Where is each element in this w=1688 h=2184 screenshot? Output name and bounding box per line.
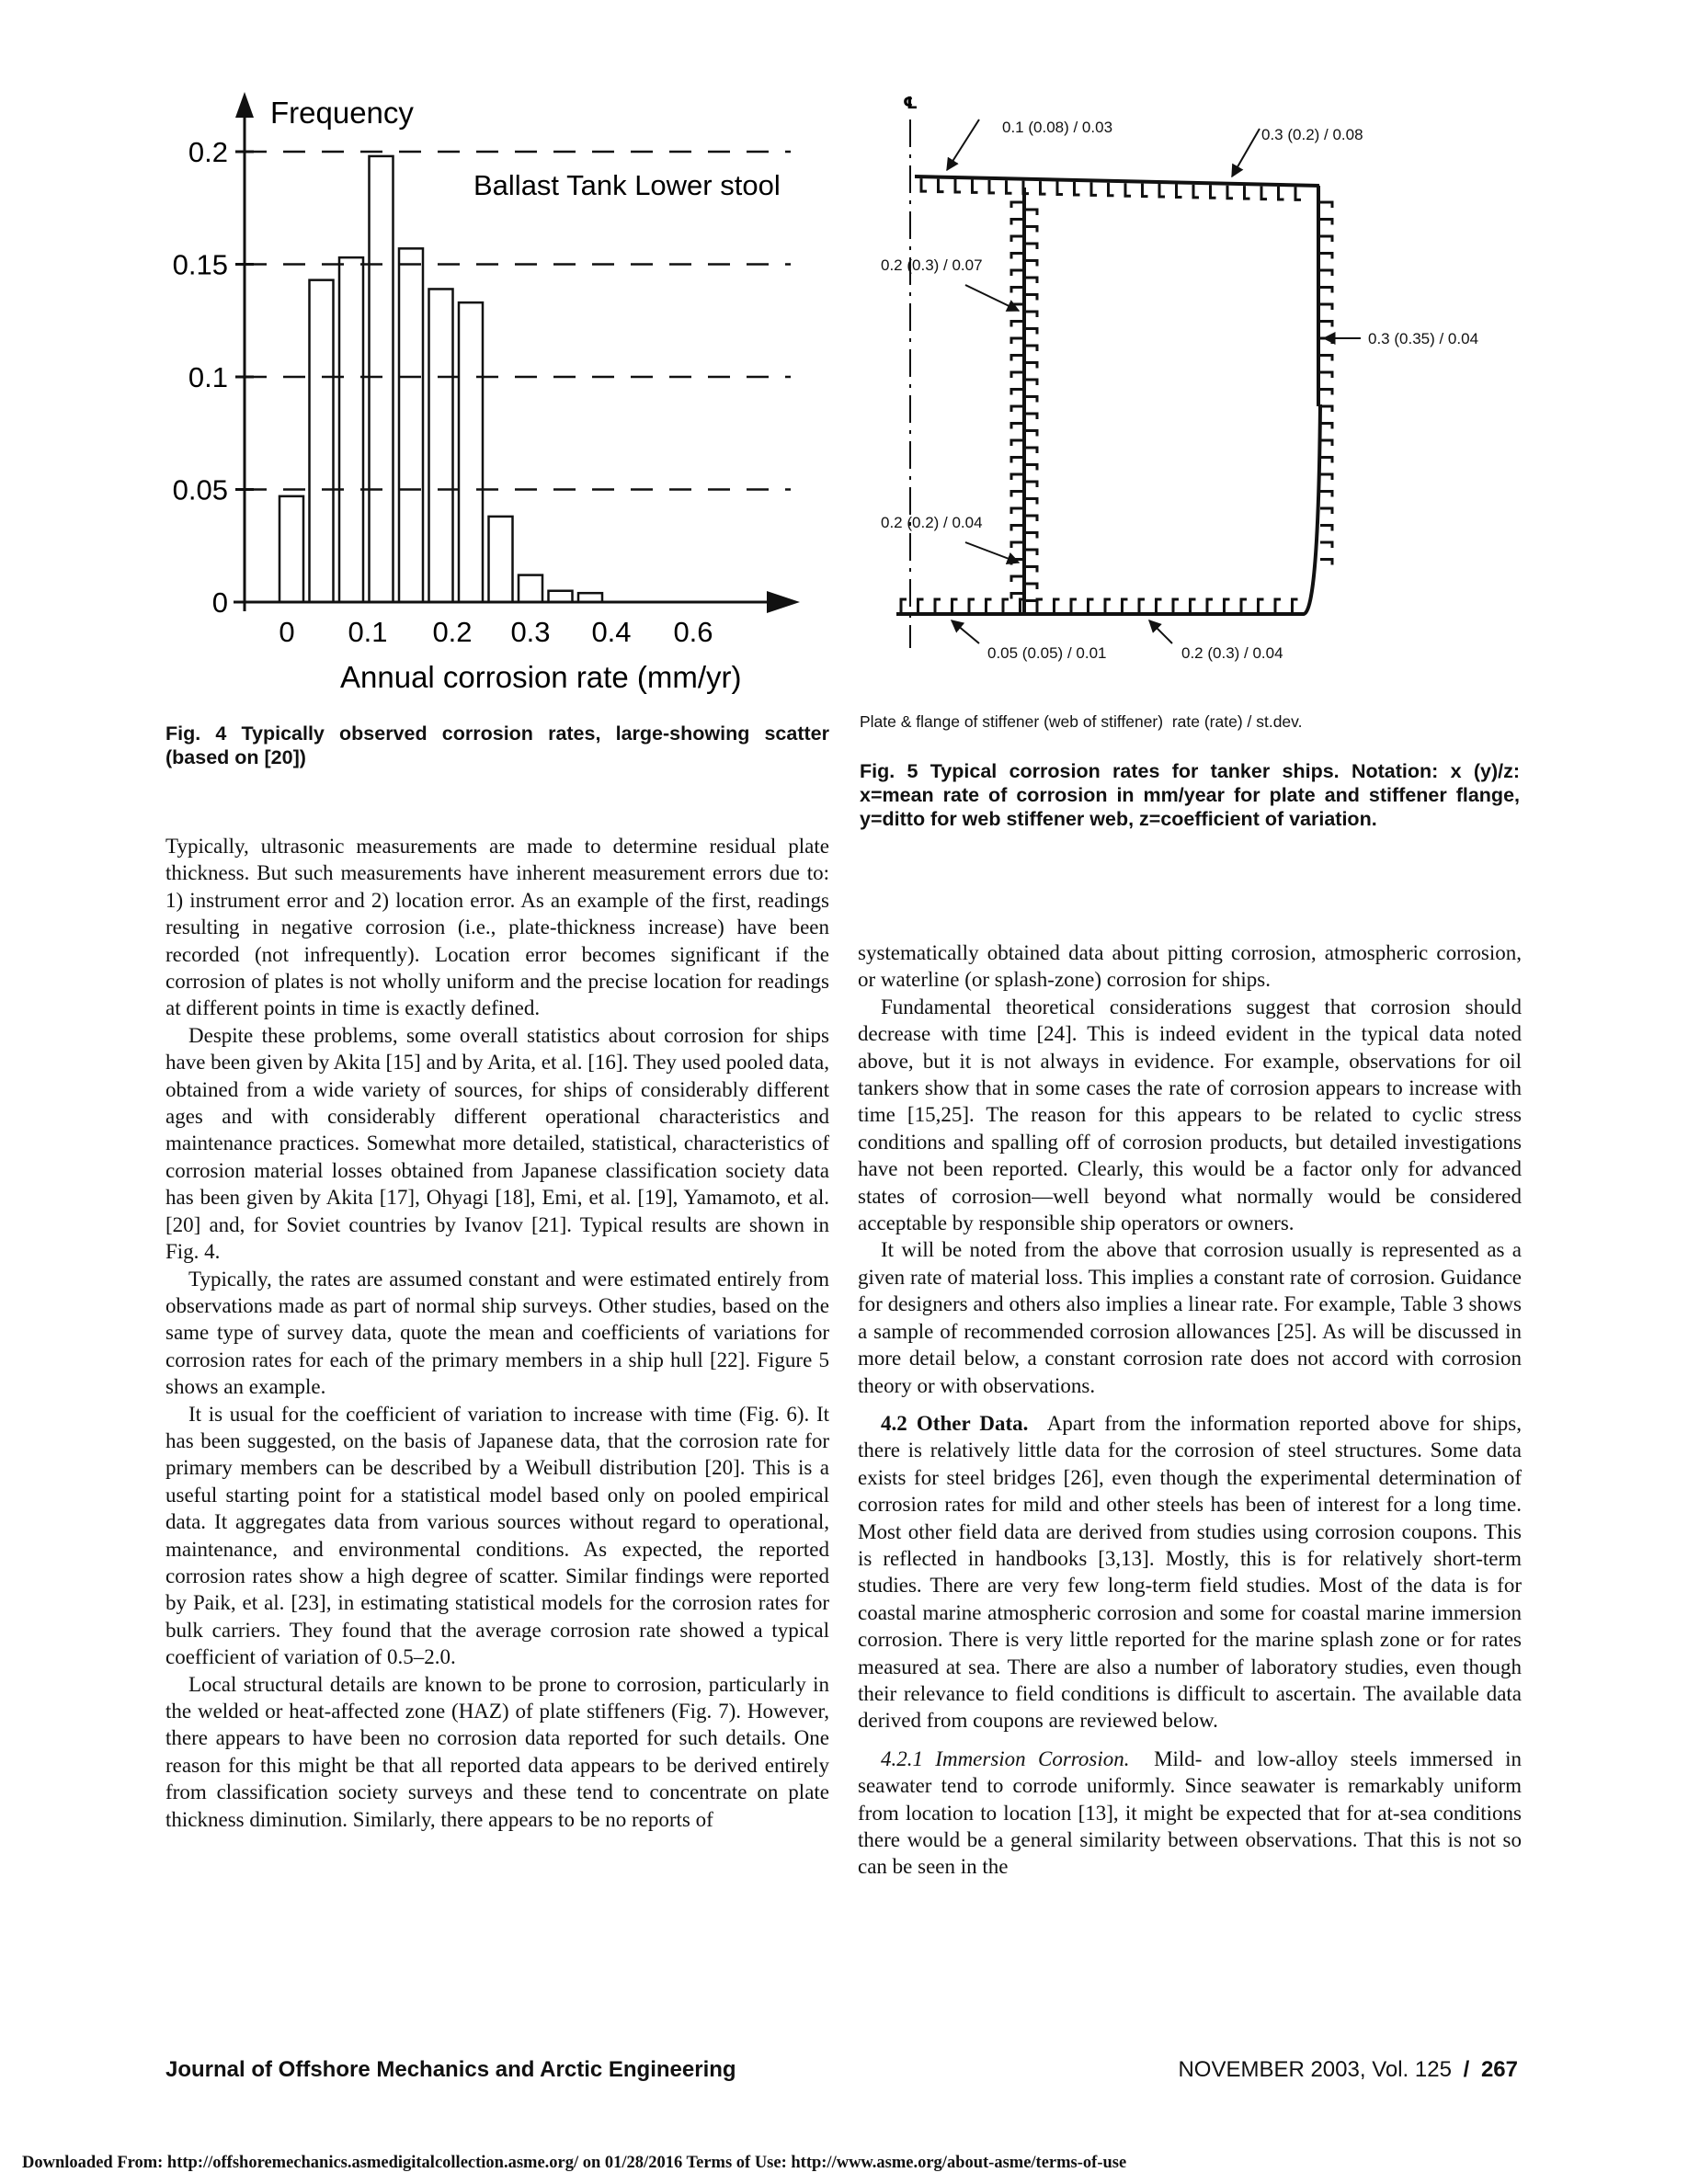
fig4-x-tick-label: 0.2 [432,616,473,648]
fig5-stiffener [1011,474,1022,480]
fig5-stiffener [935,599,941,614]
fig5-stiffener [1026,329,1037,335]
fig5-stiffener [989,180,995,193]
fig5-stiffener [1041,181,1046,194]
fig5-label-right-middle: 0.3 (0.35) / 0.04 [1368,330,1479,347]
right-column [858,939,1522,1881]
journal-name: Journal of Offshore Mechanics and Arctic Engineering [165,2057,736,2082]
fig5-stiffener [1026,244,1037,249]
fig4-bar [339,257,363,602]
fig5-stiffener [1320,526,1332,531]
page-number: 267 [1480,2057,1518,2082]
fig4-x-arrowhead [767,591,800,613]
subsection-heading: 4.2.1 Immersion Corrosion. [881,1746,1130,1770]
fig4-x-tick-label: 0 [279,616,295,648]
fig5-bottom-stiffeners [901,599,1298,614]
fig5-caption: Fig. 5 Typical corrosion rates for tanker ships. Notation: x (y)/z: x=mean rate of corrosion in mm/year for plate and stiffener flange, y=ditto for web stiffener web, z=coefficient of variation. [860,760,1520,830]
fig5-stiffener [1003,599,1009,614]
fig4-y-tick-label: 0.15 [172,248,228,281]
fig4-bar [399,248,423,602]
fig5-stiffener [1157,599,1162,614]
fig5-right-stiffeners [1320,202,1332,565]
section-4-2-1 [858,1746,1522,1881]
fig5-stiffener [1123,599,1128,614]
section-4-2 [858,1410,1522,1735]
fig5-stiffener [1320,270,1332,276]
left-paragraph: Local structural details are known to be prone to corrosion, particularly in the welded or heat-affected zone (HAZ) of plate stiffeners (Fig. 7). However, there appears to have been no corrosion data reported for such details. One reason for this might be that all reported data appears to be derived entirely from classification society surveys and these tend to concentrate on plate thickness diminution. Similarly, there appears to be no reports of [165,1672,829,1831]
fig5-stiffener [1259,599,1264,614]
left-paragraph: Typically, the rates are assumed constant and were estimated entirely from observations made as part of normal ship surveys. Other studies, based on the same type of survey data, quote the mean and coefficients of variations for corrosion rates for each of the primary members in a ship hull [22]. Figure 5 shows an example. [165,1267,829,1399]
fig5-stiffener [1026,397,1037,403]
fig5-stiffener [1057,182,1063,195]
fig5-stiffener [1320,390,1332,395]
fig5-stiffener [1320,372,1332,378]
fig4-bar [549,591,573,602]
fig4-y-tick-label: 0.1 [188,361,228,393]
fig5-stiffener [1159,184,1165,197]
fig5-arrow-bottom-left [952,620,979,643]
fig4-bars [279,156,602,602]
fig5-stiffener [1011,390,1022,395]
fig5-stiffener [1011,508,1022,514]
left-column [165,833,829,1833]
fig5-label-bottom-right: 0.2 (0.3) / 0.04 [1181,644,1283,662]
fig5-stiffener [1320,458,1332,463]
fig5-stiffener [1191,599,1196,614]
fig4-x-tick-labels [279,616,713,648]
fig5-stiffener [955,179,961,192]
fig5-stiffener [1011,236,1022,242]
fig5-label-top-right: 0.3 (0.2) / 0.08 [1261,126,1363,143]
fig5-stiffener [1225,599,1230,614]
fig5-stiffener [1320,288,1332,293]
fig5-label-left-upper: 0.2 (0.3) / 0.07 [881,256,983,274]
fig5-stiffener [1026,533,1037,539]
fig5-stiffener [1320,560,1332,565]
fig5-stiffener [1011,322,1022,327]
fig5-stiffener [1011,406,1022,412]
fig5-stiffener [1320,254,1332,259]
fig4-caption: Fig. 4 Typically observed corrosion rates, large-showing scatter (based on [20]) [165,722,829,768]
fig5-stiffener [1207,599,1213,614]
fig4-bar [519,575,542,602]
fig5-stiffener [1026,516,1037,521]
fig5-stiffener [1026,210,1037,215]
fig5-notation: Plate & flange of stiffener (web of stiffener) rate (rate) / st.dev. [860,712,1303,731]
fig4-y-arrowhead [235,92,254,118]
fig5-stiffener [1011,424,1022,429]
fig5-label-bottom-left: 0.05 (0.05) / 0.01 [987,644,1107,662]
fig5-stiffener [1026,482,1037,487]
left-paragraph: Typically, ultrasonic measurements are made to determine residual plate thickness. But such measurements have inherent measurement errors due to: 1) instrument error and 2) location error. As an example of the first, readings resulting in negative corrosion (i.e., plate-thickness increase) have been recorded (not infrequently). Location error becomes significant if the corrosion of plates is not wholly uniform and the precise location for readings at different points in time is exactly defined. [165,835,829,1020]
fig5-stiffener [1177,184,1182,197]
fig5-stiffener [1026,584,1037,589]
fig5-arrow-bottom-right [1149,620,1172,643]
fig5-stiffener [1261,187,1267,199]
fig5-stiffener [1011,270,1022,276]
fig5-stiffener [1011,576,1022,582]
fig5-stiffener [1026,312,1037,317]
fig5-stiffener [1320,202,1332,208]
fig5-stiffener [1026,448,1037,453]
fig4-bar [429,289,453,602]
fig5-stiffener [1275,599,1281,614]
fig5-stiffener [1011,338,1022,344]
issue-info [1178,2057,1518,2083]
fig5-stiffener [918,599,924,614]
fig5-stiffener [1105,599,1111,614]
fig5-stiffener [921,178,927,191]
fig5-stiffener [1026,601,1037,607]
left-paragraph: Despite these problems, some overall statistics about corrosion for ships have been given by Akita [15] and by Arita, et al. [16]. They used pooled data, obtained from a wide variety of sources, for ships of considerably different ages and with considerably different operational characteristics and maintenance practices. Somewhat more detailed, statistical, characteristics of corrosion material losses obtained from Japanese classification society data has been given by Akita [17], Ohyagi [18], Emi, et al. [19], Yamamoto, et al. [20] and, for Soviet countries by Ivanov [21]. Typical results are shown in Fig. 4. [165,1023,829,1264]
fig4-bar [370,156,393,602]
fig5-stiffener [1011,254,1022,259]
fig5-stiffener [1026,550,1037,555]
fig5-stiffener [1026,346,1037,351]
fig5-stiffener [901,599,907,614]
fig5-stiffener [1026,499,1037,505]
fig5-stiffener [1055,599,1060,614]
fig5-stiffener [1011,356,1022,361]
fig5-stiffener [1320,508,1332,514]
left-paragraph: It is usual for the coefficient of variation to increase with time (Fig. 6). It has been suggested, on the basis of Japanese data, that the corrosion rate for primary members can be described by a Weibull distribution [20]. This is a useful starting point for a statistical model based only on pooled empirical data. It aggregates data from various sources without regard to operational, maintenance, and environmental conditions. As expected, the reported corrosion rates show a high degree of scatter. Similar findings were reported by Paik, et al. [23], in estimating statistical models for the corrosion rates for bulk carriers. They found that the average corrosion rate showed a typical coefficient of variation of 0.5–2.0. [165,1402,829,1669]
fig4-title: Ballast Tank Lower stool [473,169,781,201]
fig4-bar [489,517,513,602]
fig4-y-tick-label: 0.2 [188,136,228,168]
fig5-stiffener [1011,440,1022,446]
fig5-stiffener [1211,185,1216,198]
fig5-stiffener [1320,440,1332,446]
fig5-stiffener [1026,261,1037,267]
right-paragraph: Fundamental theoretical considerations suggest that corrosion should decrease with time [24]. This is indeed evident in the typical data noted above, but it is not always in evidence. For example, observations for oil tankers show that in some cases the rate of corrosion appears to increase with time [15,25]. The reason for this appears to be related to cyclic stress conditions and spalling off of corrosion products, but detailed investigations have not been reported. Clearly, this would be a factor only for advanced states of corrosion—well beyond what normally would be considered acceptable by responsible ship operators or owners. [858,995,1522,1235]
fig5-stiffener [1026,295,1037,301]
section-heading: 4.2 Other Data. [881,1411,1029,1435]
fig5-stiffener [1320,424,1332,429]
issue-separator: / [1463,2057,1470,2082]
fig5-stiffener [987,599,992,614]
fig5-stiffener [1026,363,1037,369]
fig5-stiffener [1011,458,1022,463]
fig5-stiffener [1026,567,1037,573]
download-notice: Downloaded From: http://offshoremechanics.asmedigitalcollection.asme.org/ on 01/28/2016 Terms of Use: http://www.asme.org/about-asme/terms-of-use [22,2154,1127,2172]
fig5-stiffener [1125,183,1131,196]
fig5-stiffener [1011,220,1022,225]
fig5-stiffener [1320,304,1332,310]
fig5-stiffener [1071,599,1077,614]
fig5-stiffener [1007,180,1012,193]
fig5-arrow-top-right [1232,129,1260,176]
fig4-xlabel: Annual corrosion rate (mm/yr) [340,660,742,694]
fig5-stiffener [1026,465,1037,471]
fig5-stiffener [1320,236,1332,242]
fig5-diagram [864,92,1545,680]
fig4-y-tick-label: 0 [211,586,228,619]
fig5-top-plate [915,175,1319,188]
fig5-stiffener [1295,187,1301,199]
fig5-centerline-mark: ℄ [903,94,918,113]
fig4-x-tick-label: 0.6 [673,616,713,648]
fig5-stiffener [1293,599,1298,614]
fig4-bar [279,496,303,602]
fig4-bar [459,302,483,602]
fig5-stiffener [1320,356,1332,361]
fig5-stiffener [1089,599,1094,614]
fig4-grid [245,152,791,490]
fig5-stiffener [1320,474,1332,480]
section-body: Apart from the information reported above for ships, there is relatively little data for the corrosion of steel structures. Some data exists for steel bridges [26], even though the experimental determination of corrosion rates for mild and other steels has been of interest for a long time. Most other field data are derived from studies using corrosion coupons. This is reflected in handbooks [3,13]. Mostly, this is for relatively short-term studies. There are very few long-term field studies. Most of the data is for coastal marine atmospheric corrosion and some for coastal marine immersion corrosion. There is very little reported for the marine splash zone or for rates measured at sea. There are also a number of laboratory studies, even though their relevance to field conditions is difficult to ascertain. The available data derived from coupons are reviewed below. [858,1411,1522,1733]
fig5-stiffener [1011,372,1022,378]
issue-date: NOVEMBER 2003, Vol. 125 [1178,2057,1452,2082]
fig5-stiffener [1245,186,1250,199]
right-paragraph: systematically obtained data about pitting corrosion, atmospheric corrosion, or waterline (or splash-zone) corrosion for ships. [858,941,1522,992]
fig5-stiffener [1193,185,1199,198]
fig5-stiffener [1279,187,1284,199]
fig5-stiffener [969,599,975,614]
fig5-stiffener [1227,186,1233,199]
fig5-label-left-lower: 0.2 (0.2) / 0.04 [881,514,983,531]
fig5-stiffener [1011,202,1022,208]
fig5-stiffener [1241,599,1247,614]
fig5-stiffener [1139,599,1145,614]
fig5-stiffener [1320,220,1332,225]
fig5-stiffener [1026,380,1037,385]
fig5-bottom-plate [896,404,1320,614]
fig4-ylabel: Frequency [270,96,414,130]
fig4-y-tick-labels [173,136,228,619]
fig4-chart [156,92,846,708]
fig5-stiffener [1011,288,1022,293]
fig5-label-top-left: 0.1 (0.08) / 0.03 [1002,119,1113,136]
fig5-stiffener [1320,322,1332,327]
fig4-y-tick-label: 0.05 [172,473,228,506]
fig5-stiffener [973,179,978,192]
fig4-x-tick-label: 0.3 [510,616,551,648]
fig4-bar [310,280,334,602]
fig5-stiffener [1143,184,1148,197]
fig5-stiffener [1026,414,1037,419]
right-paragraph: It will be noted from the above that corrosion usually is represented as a given rate of material loss. This implies a constant rate of corrosion. Guidance for designers and others also implies a linear rate. For example, Table 3 shows a sample of recommended corrosion allowances [25]. As will be discussed in more detail below, a constant corrosion rate does not accord with corrosion theory or with observations. [858,1238,1522,1397]
fig5-stiffener [1109,183,1114,196]
fig5-stiffener [1075,182,1080,195]
fig5-stiffener [1173,599,1179,614]
fig4-x-tick-label: 0.1 [348,616,388,648]
fig5-right-plate [1317,186,1320,406]
fig5-stiffener [952,599,958,614]
fig4-x-tick-label: 0.4 [591,616,632,648]
fig5-stiffener [1026,431,1037,437]
fig5-stiffener [1026,278,1037,283]
fig5-stiffener [1026,227,1037,233]
fig5-stiffener [1011,492,1022,497]
fig5-stiffener [1011,542,1022,548]
subsection-body: Mild- and low-alloy steels immersed in seawater tend to corrode uniformly. Since seawater is remarkably uniform from location to location [13], it might be expected that for at-sea conditions there would be a general similarity between observations. That this is not so can be seen in the [858,1746,1523,1879]
fig5-stiffener [1011,526,1022,531]
fig5-stiffener [1320,542,1332,548]
fig5-stiffener [939,179,944,192]
fig5-stiffener [1320,492,1332,497]
fig5-arrow-top-left [947,119,979,170]
fig5-bulkhead [1022,188,1026,614]
fig5-stiffener [1091,182,1097,195]
